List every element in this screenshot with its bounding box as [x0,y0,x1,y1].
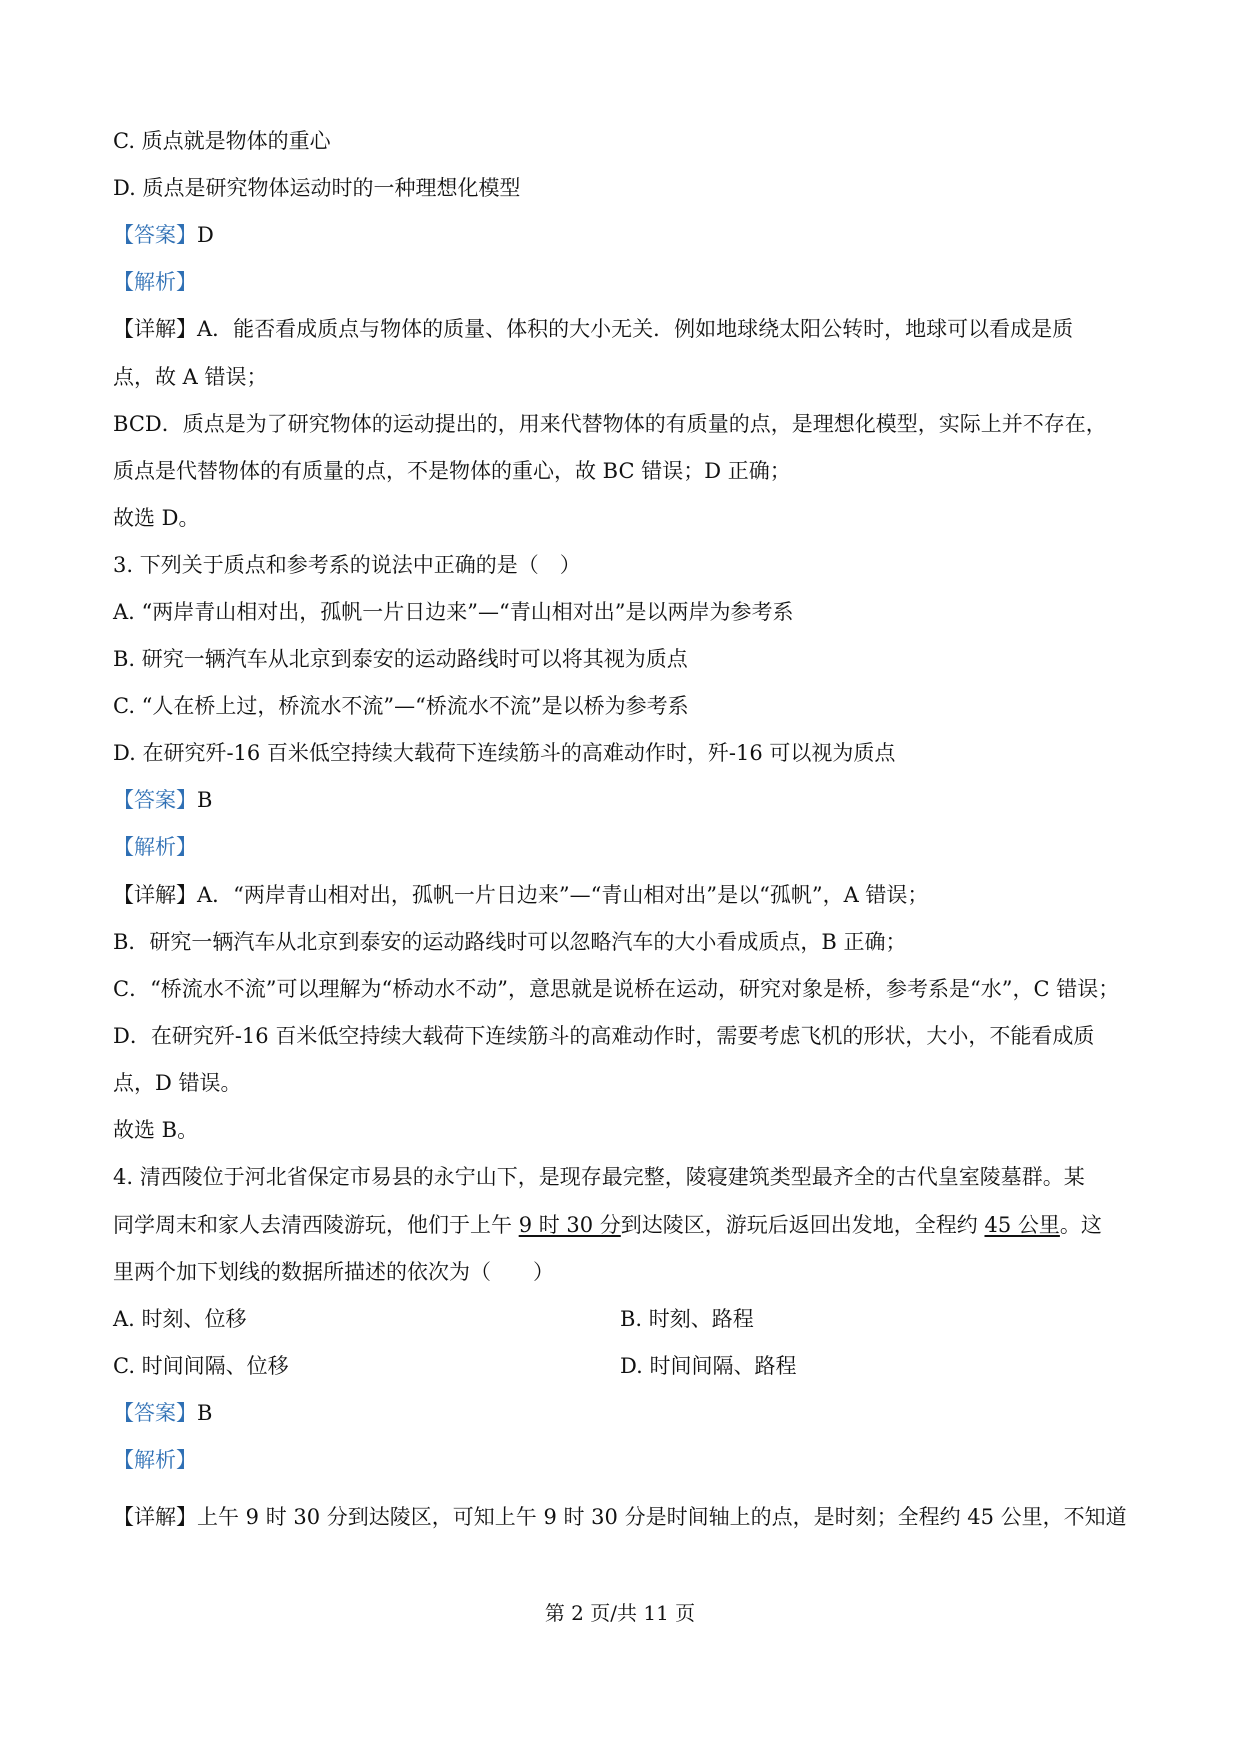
q4-detail-line1: 【详解】上午 9 时 30 分到达陵区，可知上午 9 时 30 分是时间轴上的点，是时刻；全程约 45 公里，不知道 [113,1505,1127,1529]
q4-stem-line2 [113,1210,1102,1240]
q3-option-c: C. “人在桥上过，桥流水不流”—“桥流水不流”是以桥为参考系 [113,694,689,718]
q2-conclusion: 故选 D。 [113,506,200,530]
q3-analysis-tag: 【解析】 [113,835,197,859]
q4-underlined-distance: 45 公里 [984,1213,1060,1237]
q4-analysis-tag: 【解析】 [113,1448,197,1472]
q4-stem-text: 。这 [1059,1213,1102,1237]
q2-answer-value: D [197,223,214,247]
q3-detail-line5: 点，D 错误。 [113,1071,242,1095]
q4-stem-line3: 里两个加下划线的数据所描述的依次为（ ） [113,1260,554,1284]
q4-option-c: C. 时间间隔、位移 [113,1354,289,1378]
q3-detail-line2: B．研究一辆汽车从北京到泰安的运动路线时可以忽略汽车的大小看成质点，B 正确； [113,930,907,954]
q4-answer-tag: 【答案】 [113,1401,197,1425]
q3-detail-line3: C．“桥流水不流”可以理解为“桥动水不动”，意思就是说桥在运动，研究对象是桥，参考系是“水”，C 错误； [113,977,1120,1001]
q2-option-d: D. 质点是研究物体运动时的一种理想化模型 [113,176,521,200]
q3-conclusion: 故选 B。 [113,1118,199,1142]
q4-stem-text: 同学周末和家人去清西陵游玩，他们于上午 [113,1213,519,1237]
q2-detail-line3: BCD．质点是为了研究物体的运动提出的，用来代替物体的有质量的点，是理想化模型，实际上并不存在， [113,412,1107,436]
q3-answer-value: B [197,788,213,812]
q4-option-b: B. 时刻、路程 [620,1307,754,1331]
page-number: 第 2 页/共 11 页 [544,1601,696,1625]
q4-stem-line1: 4. 清西陵位于河北省保定市易县的永宁山下，是现存最完整，陵寝建筑类型最齐全的古代皇室陵墓群。某 [113,1165,1085,1189]
q4-stem-text: 到达陵区，游玩后返回出发地，全程约 [620,1213,985,1237]
q3-option-b: B. 研究一辆汽车从北京到泰安的运动路线时可以将其视为质点 [113,647,688,671]
q4-answer-value: B [197,1401,213,1425]
q3-detail-line4: D．在研究歼-16 百米低空持续大载荷下连续筋斗的高难动作时，需要考虑飞机的形状，大小，不能看成质 [113,1024,1095,1048]
q2-detail-line2: 点，故 A 错误； [113,365,268,389]
q2-answer-tag: 【答案】 [113,223,197,247]
q4-underlined-time: 9 时 30 分 [518,1213,621,1237]
q3-answer [113,785,212,815]
q4-answer [113,1398,212,1428]
q3-option-d: D. 在研究歼-16 百米低空持续大载荷下连续筋斗的高难动作时，歼-16 可以视为质点 [113,741,896,765]
q3-stem: 3. 下列关于质点和参考系的说法中正确的是（ ） [113,553,581,577]
q2-option-c: C. 质点就是物体的重心 [113,129,331,153]
q4-option-d: D. 时间间隔、路程 [620,1354,797,1378]
q4-option-a: A. 时刻、位移 [113,1307,247,1331]
q2-detail-line1: 【详解】A．能否看成质点与物体的质量、体积的大小无关．例如地球绕太阳公转时，地球可以看成是质 [113,317,1074,341]
q2-analysis-tag: 【解析】 [113,270,197,294]
q3-detail-line1: 【详解】A．“两岸青山相对出，孤帆一片日边来”—“青山相对出”是以“孤帆”，A 错误； [113,883,929,907]
q3-answer-tag: 【答案】 [113,788,197,812]
q2-detail-line4: 质点是代替物体的有质量的点，不是物体的重心，故 BC 错误；D 正确； [113,459,791,483]
q3-option-a: A. “两岸青山相对出，孤帆一片日边来”—“青山相对出”是以两岸为参考系 [113,600,794,624]
q2-answer [113,220,214,250]
